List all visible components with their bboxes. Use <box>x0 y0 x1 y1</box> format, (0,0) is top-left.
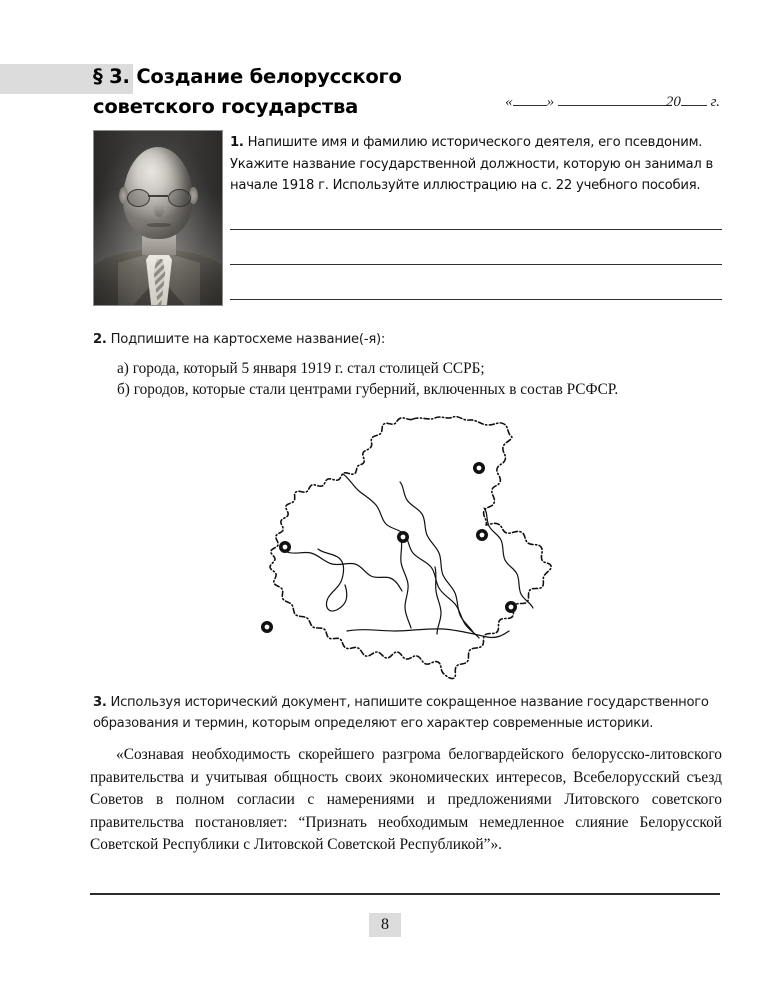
belarus-outline-map[interactable] <box>245 412 645 687</box>
historical-figure-portrait <box>93 130 223 306</box>
map-internal-border-north <box>343 474 479 638</box>
date-quote-open: « <box>505 94 513 110</box>
footer-divider <box>90 893 720 895</box>
map-internal-border-center <box>400 482 473 632</box>
city-marker-east <box>478 531 486 539</box>
page-number: 8 <box>369 913 401 937</box>
answer-line-1[interactable] <box>230 229 722 230</box>
question-2-item-a: а) города, который 5 января 1919 г. стал столицей ССРБ; <box>117 360 485 377</box>
date-quote-close: » <box>546 94 555 110</box>
map-internal-border-east <box>484 508 533 608</box>
historical-document-quote: «Сознавая необходимость скорейшего разгрома белогвардейского белорусско-литовского правительства и учитывая общность своих экономических интересов, Всебелорусский съезд Советов в полном согласии с намерениями и предложениями Литовского советского правительства постановляет: “Признать необходимым немедленное слияние Белорусской Советской Республики с Литовской Советской Республикой”». <box>90 746 722 854</box>
map-city-markers <box>263 464 515 631</box>
question-1-number: 1. <box>230 135 244 150</box>
question-3-number: 3. <box>93 695 107 710</box>
city-marker-northeast <box>475 464 483 472</box>
section-title-line-2: советского государства <box>93 95 359 118</box>
question-2-text <box>93 330 385 350</box>
question-2-item-b: б) городов, которые стали центрами губерний, включенных в состав РСФСР. <box>117 381 619 398</box>
page-title <box>93 62 473 122</box>
date-fill-in-line[interactable] <box>505 91 720 111</box>
date-year-blank[interactable] <box>681 91 707 106</box>
question-2-body: Подпишите на картосхеме название(-я): <box>110 332 386 347</box>
question-1-text <box>230 132 722 197</box>
section-title-line-1: Создание белорусского <box>136 65 402 88</box>
question-1-body: Напишите имя и фамилию исторического деятеля, его псевдоним. Укажите название государственной должности, которую он занимал в начале 1918 г. Используйте иллюстрацию на с. 22 учебного пособия. <box>230 135 714 193</box>
date-month-blank[interactable] <box>558 91 666 106</box>
city-marker-west <box>281 543 289 551</box>
map-internal-border-southline <box>347 629 509 638</box>
answer-line-3[interactable] <box>230 299 722 300</box>
question-3-text <box>93 692 723 734</box>
section-number: § 3. <box>93 65 130 88</box>
city-marker-southwest <box>263 623 271 631</box>
date-year-suffix: г. <box>710 94 720 110</box>
city-marker-southeast <box>507 603 515 611</box>
date-year-prefix: 20 <box>665 94 681 110</box>
portrait-vignette <box>94 131 222 305</box>
city-marker-center <box>399 533 407 541</box>
map-internal-border-southwest <box>318 549 347 611</box>
map-internal-border-south <box>401 538 411 628</box>
map-internal-border-south2 <box>435 567 441 634</box>
question-2-number: 2. <box>93 332 107 347</box>
question-3-body: Используя исторический документ, напишите сокращенное название государственного образования и термин, которым определяют его характер современные историки. <box>93 695 709 731</box>
answer-line-2[interactable] <box>230 264 722 265</box>
date-day-blank[interactable] <box>513 91 547 106</box>
